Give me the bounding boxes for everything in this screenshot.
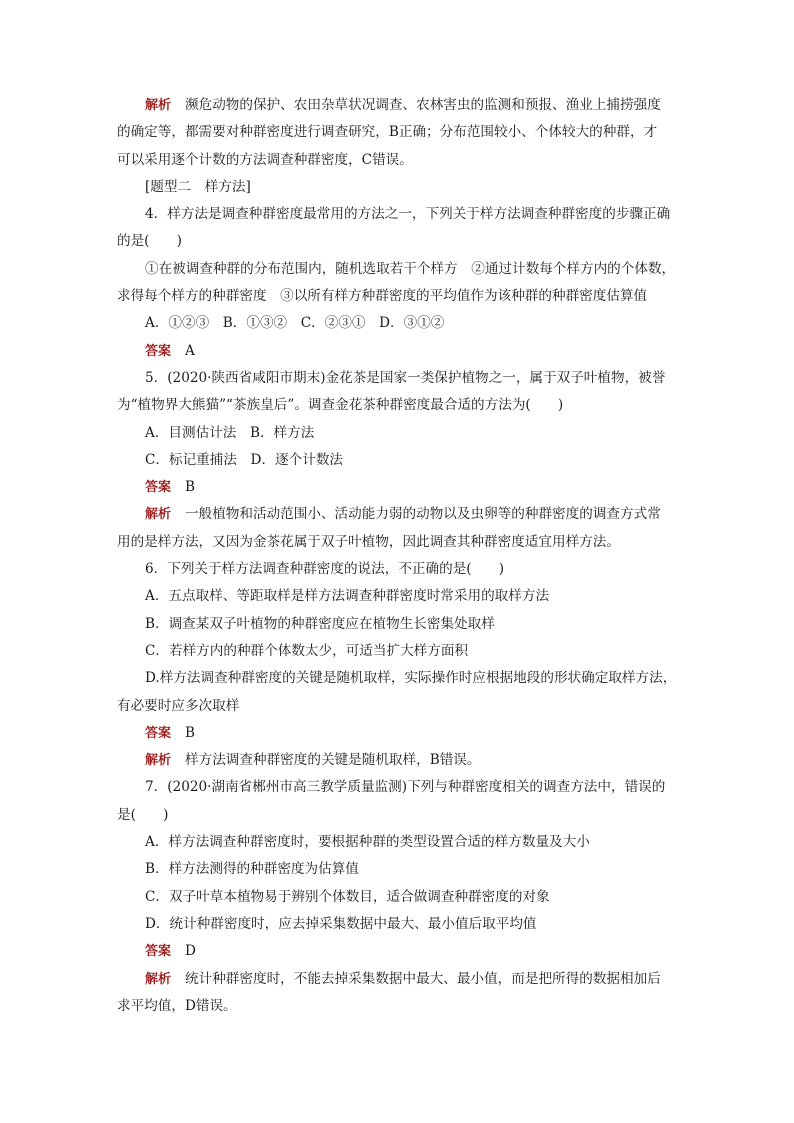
question-6-option: C．若样方内的种群个体数太少，可适当扩大样方面积 <box>145 642 469 659</box>
question-5-stem: 5．(2020·陕西省咸阳市期末)金花茶是国家一类保护植物之一，属于双子叶植物，被誉 <box>145 369 666 386</box>
answer-value: D <box>185 943 196 960</box>
question-4-options: A．①②③ B．①③② C．②③① D．③①② <box>145 315 445 332</box>
answer-label: 答案 <box>145 725 172 741</box>
question-6-option: A．五点取样、等距取样是样方法调查种群密度时常采用的取样方法 <box>145 588 550 605</box>
analysis-block-line: 解析 统计种群密度时，不能去掉采集数据中最大、最小值，而是把所得的数据相加后 <box>145 970 661 987</box>
question-7-stem: 是( ) <box>117 806 169 823</box>
answer-value: A <box>185 342 195 359</box>
answer-label: 答案 <box>145 480 172 496</box>
analysis-block-line: 解析 一般植物和活动范围小、活动能力弱的动物以及虫卵等的种群密度的调查方式常 <box>145 506 661 523</box>
question-5-option: C．标记重捕法 D．逐个计数法 <box>145 451 344 468</box>
question-7-option: B．样方法测得的种群密度为估算值 <box>145 861 359 878</box>
analysis-block-line: 可以采用逐个计数的方法调查种群密度，C错误。 <box>117 151 413 168</box>
analysis-label: 解析 <box>145 753 172 769</box>
question-7-option: D．统计种群密度时，应去掉采集数据中最大、最小值后取平均值 <box>145 915 537 932</box>
answer-line <box>117 720 679 747</box>
question-4-statements: 求得每个样方的种群密度 ③以所有样方种群密度的平均值作为该种群的种群密度估算值 <box>117 288 648 305</box>
question-6-stem: 6．下列关于样方法调查种群密度的说法，不正确的是( ) <box>145 561 505 578</box>
question-7-stem: 7．(2020·湖南省郴州市高三教学质量监测)下列与种群密度相关的调查方法中，错误的 <box>145 779 666 796</box>
document-content <box>117 92 679 1020</box>
section-heading: [题型二 样方法] <box>145 178 251 195</box>
answer-line <box>117 338 679 365</box>
question-6-option: D.样方法调查种群密度的关键是随机取样，实际操作时应根据地段的形状确定取样方法， <box>145 670 677 687</box>
answer-value: B <box>185 724 196 741</box>
analysis-block-line: 用的是样方法，又因为金茶花属于双子叶植物，因此调查其种群密度适宜用样方法。 <box>117 533 620 550</box>
question-7-option: A．样方法调查种群密度时，要根据种群的类型设置合适的样方数量及大小 <box>145 834 590 851</box>
answer-label: 答案 <box>145 944 172 960</box>
analysis-block-line: 求平均值，D错误。 <box>117 997 237 1014</box>
analysis-label: 解析 <box>145 98 172 113</box>
answer-value: B <box>185 479 196 496</box>
question-5-stem: 为“植物界大熊猫”“茶族皇后”。调查金花茶种群密度最合适的方法为( ) <box>117 397 564 414</box>
question-4-stem: 的是( ) <box>117 233 182 250</box>
analysis-label: 解析 <box>145 971 172 987</box>
analysis-block-line: 解析 样方法调查种群密度的关键是随机取样，B错误。 <box>145 752 481 769</box>
question-6-option: 有必要时应多次取样 <box>117 697 240 714</box>
answer-line <box>117 938 679 965</box>
question-5-option: A．目测估计法 B．样方法 <box>145 424 315 441</box>
analysis-block-line: 的确定等，都需要对种群密度进行调查研究，B正确；分布范围较小、个体较大的种群，才 <box>117 124 658 141</box>
question-4-stem: 4．样方法是调查种群密度最常用的方法之一，下列关于样方法调查种群密度的步骤正确 <box>145 206 671 223</box>
question-6-option: B．调查某双子叶植物的种群密度应在植物生长密集处取样 <box>145 615 495 632</box>
analysis-label: 解析 <box>145 507 172 523</box>
analysis-block-line: 解析 濒危动物的保护、农田杂草状况调查、农林害虫的监测和预报、渔业上捕捞强度 <box>145 97 661 113</box>
answer-line <box>117 474 679 501</box>
question-7-option: C．双子叶草本植物易于辨别个体数目，适合做调查种群密度的对象 <box>145 888 550 905</box>
answer-label: 答案 <box>145 343 172 359</box>
question-4-statements: ①在被调查种群的分布范围内，随机选取若干个样方 ②通过计数每个样方内的个体数， <box>145 260 676 277</box>
